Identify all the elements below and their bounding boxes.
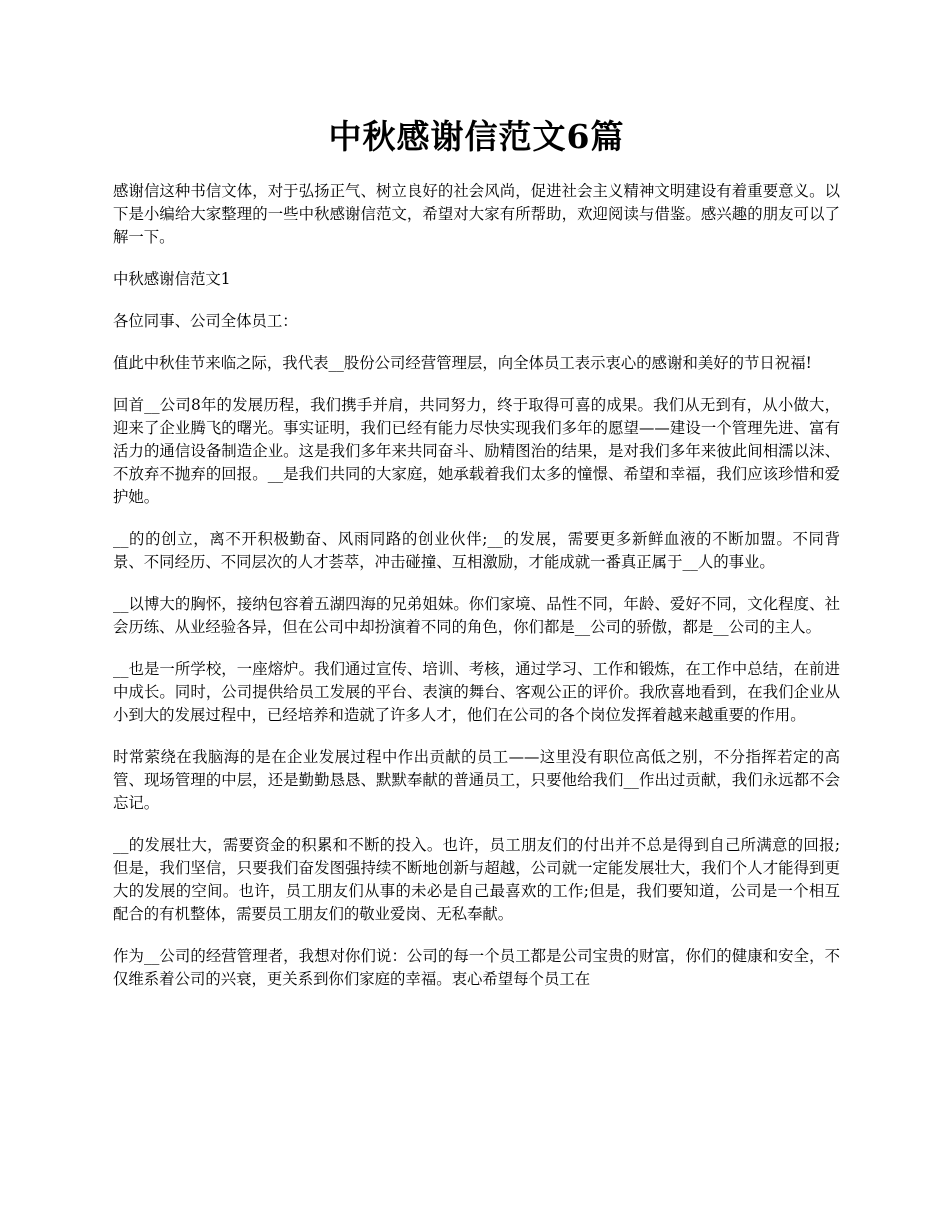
body-paragraph: 时常萦绕在我脑海的是在企业发展过程中作出贡献的员工——这里没有职位高低之别，不分指挥若定的高管、现场管理的中层，还是勤勤恳恳、默默奉献的普通员工，只要他给我们__作出过贡献，我们永远都不会忘记。	[113, 748, 840, 812]
body-paragraph: 回首__公司8年的发展历程，我们携手并肩，共同努力，终于取得可喜的成果。我们从无到有，从小做大，迎来了企业腾飞的曙光。事实证明，我们已经有能力尽快实现我们多年的愿望——建设一个管理先进、富有活力的通信设备制造企业。这是我们多年来共同奋斗、励精图治的结果，是对我们多年来彼此间相濡以沫、不放弃不抛弃的回报。__是我们共同的大家庭，她承载着我们太多的憧憬、希望和幸福，我们应该珍惜和爱护她。	[113, 396, 840, 506]
body-paragraph: __也是一所学校，一座熔炉。我们通过宣传、培训、考核，通过学习、工作和锻炼，在工作中总结，在前进中成长。同时，公司提供给员工发展的平台、表演的舞台、客观公正的评价。我欣喜地看到，在我们企业从小到大的发展过程中，已经培养和造就了许多人才，他们在公司的各个岗位发挥着越来越重要的作用。	[113, 660, 840, 724]
document-title: 中秋感谢信范文6篇	[328, 117, 625, 156]
body-paragraph: 作为__公司的经营管理者，我想对你们说：公司的每一个员工都是公司宝贵的财富，你们的健康和安全，不仅维系着公司的兴衰，更关系到你们家庭的幸福。衷心希望每个员工在	[113, 947, 840, 988]
intro-paragraph: 感谢信这种书信文体，对于弘扬正气、树立良好的社会风尚，促进社会主义精神文明建设有着重要意义。以下是小编给大家整理的一些中秋感谢信范文，希望对大家有所帮助，欢迎阅读与借鉴。感兴趣的朋友可以了解一下。	[113, 182, 840, 246]
salutation: 各位同事、公司全体员工：	[113, 312, 298, 330]
body-paragraph: 值此中秋佳节来临之际，我代表__股份公司经营管理层，向全体员工表示衷心的感谢和美好的节日祝福!	[113, 354, 812, 372]
section-heading: 中秋感谢信范文1	[113, 270, 231, 288]
body-paragraph: __的发展壮大，需要资金的积累和不断的投入。也许，员工朋友们的付出并不总是得到自己所满意的回报;但是，我们坚信，只要我们奋发图强持续不断地创新与超越，公司就一定能发展壮大，我们个人才能得到更大的发展的空间。也许，员工朋友们从事的未必是自己最喜欢的工作;但是，我们要知道，公司是一个相互配合的有机整体，需要员工朋友们的敬业爱岗、无私奉献。	[113, 836, 840, 923]
body-paragraph: __以博大的胸怀，接纳包容着五湖四海的兄弟姐妹。你们家境、品性不同，年龄、爱好不同，文化程度、社会历练、从业经验各异，但在公司中却扮演着不同的角色，你们都是__公司的骄傲，都是__公司的主人。	[113, 595, 840, 636]
body-paragraph: __的的创立，离不开积极勤奋、风雨同路的创业伙伴;__的发展，需要更多新鲜血液的不断加盟。不同背景、不同经历、不同层次的人才荟萃，冲击碰撞、互相激励，才能成就一番真正属于__人的事业。	[113, 530, 840, 571]
document-page	[113, 112, 840, 1010]
